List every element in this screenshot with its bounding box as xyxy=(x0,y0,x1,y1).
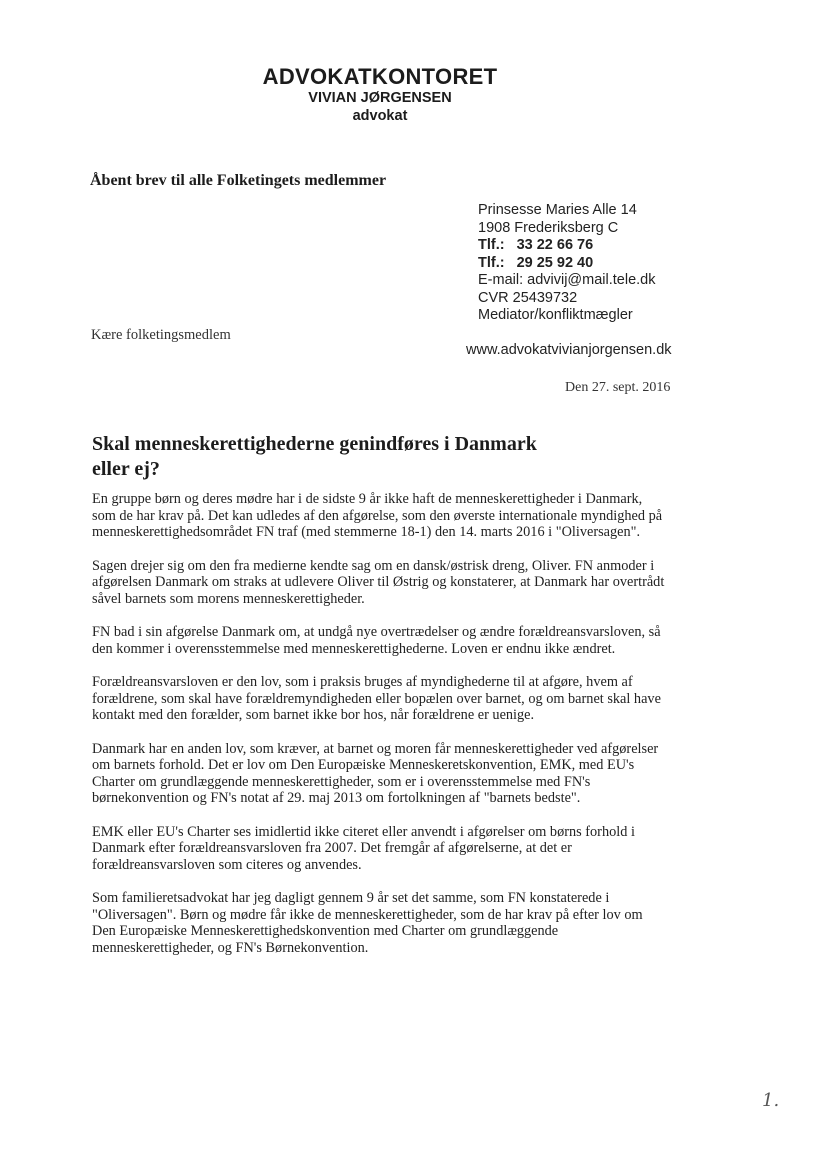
letter-headline xyxy=(92,432,652,482)
letterhead-title: advokat xyxy=(352,108,408,124)
website: www.advokatvivianjorgensen.dk xyxy=(466,342,672,358)
phone-label: Tlf.: xyxy=(478,237,505,253)
paragraph-line: Charter om grundlæggende menneskerettigheder, som er i overensstemmelse med FN's xyxy=(92,773,591,790)
contact-block xyxy=(478,202,656,325)
paragraph-line: børnekonvention og FN's notat af 29. maj 2013 om fortolkningen af "barnets bedste". xyxy=(92,790,581,806)
page-number: 1. xyxy=(762,1090,780,1111)
mediator-role: Mediator/konfliktmægler xyxy=(478,307,633,323)
paragraph-line: afgørelsen Danmark om straks at udlevere Oliver til Østrig og konstaterer, at Danmark har overtrådt xyxy=(92,574,665,590)
cvr-number: CVR 25439732 xyxy=(478,289,578,306)
open-letter-heading: Åbent brev til alle Folketingets medlemmer xyxy=(90,172,387,189)
paragraph-line: Forældreansvarsloven er den lov, som i praksis bruges af myndighederne til at afgøre, hvem af xyxy=(92,674,633,690)
phone-label: Tlf.: xyxy=(478,254,505,271)
paragraph-line: Danmark efter forældreansvarsloven fra 2007. Det fremgår af afgørelserne, at det er xyxy=(92,840,572,856)
paragraph xyxy=(92,824,732,874)
salutation: Kære folketingsmedlem xyxy=(91,327,231,343)
address-city: 1908 Frederiksberg C xyxy=(478,219,619,236)
paragraph-line: som de har krav på. Det kan udledes af den afgørelse, som den øverste internationale myndighed på xyxy=(92,507,663,524)
phone-row-2 xyxy=(478,255,656,273)
letterhead-name: VIVIAN JØRGENSEN xyxy=(308,90,452,106)
paragraph xyxy=(92,624,732,657)
paragraph-line: Den Europæiske Menneskerettighedskonvention med Charter om grundlæggende xyxy=(92,923,559,939)
paragraph-line: om barnets forhold. Det er lov om Den Europæiske Menneskeretskonvention, EMK, med EU's xyxy=(92,757,635,773)
paragraph xyxy=(92,890,732,956)
letter-date: Den 27. sept. 2016 xyxy=(565,380,671,395)
phone-row-1 xyxy=(478,237,656,255)
paragraph-line: Sagen drejer sig om den fra medierne kendte sag om en dansk/østrisk dreng, Oliver. FN anmoder i xyxy=(92,557,655,574)
paragraph-line: Som familieretsadvokat har jeg dagligt gennem 9 år set det samme, som FN konstaterede i xyxy=(92,890,610,906)
paragraph xyxy=(92,558,732,608)
letter-body xyxy=(92,491,732,973)
phone-number: 33 22 66 76 xyxy=(516,237,594,253)
paragraph-line: En gruppe børn og deres mødre har i de sidste 9 år ikke haft de menneskerettigheder i Danmark, xyxy=(92,491,643,507)
paragraph-line: EMK eller EU's Charter ses imidlertid ikke citeret eller anvendt i afgørelser om børns forhold i xyxy=(92,823,635,840)
paragraph-line: menneskerettigheder, og FN's Børnekonvention. xyxy=(92,939,369,956)
phone-number: 29 25 92 40 xyxy=(516,254,594,271)
paragraph-line: "Oliversagen". Børn og mødre får ikke de menneskerettigheder, som de har krav på efter lov om xyxy=(92,906,643,923)
paragraph-line: såvel barnets som morens menneskerettigheder. xyxy=(92,590,365,607)
paragraph-line: forældrene, som skal have forældremyndigheden eller bopælen over barnet, og om barnet skal have xyxy=(92,690,661,707)
paragraph-line: den kommer i overensstemmelse med menneskerettighederne. Loven er endnu ikke ændret. xyxy=(92,640,616,657)
email: E-mail: advivij@mail.tele.dk xyxy=(478,272,656,288)
paragraph-line: menneskerettighedsområdet FN traf (med stemmerne 18-1) den 14. marts 2016 i "Oliversagen". xyxy=(92,524,641,540)
address-street: Prinsesse Maries Alle 14 xyxy=(478,202,637,218)
paragraph xyxy=(92,674,732,724)
paragraph-line: FN bad i sin afgørelse Danmark om, at undgå nye overtrædelser og ændre forældreansvarsloven, så xyxy=(92,624,661,640)
paragraph xyxy=(92,741,732,807)
paragraph xyxy=(92,491,732,541)
paragraph-line: kontakt med den forælder, som barnet ikke bor hos, når forældrene er uenige. xyxy=(92,707,535,723)
letterhead-firm: ADVOKATKONTORET xyxy=(262,64,498,89)
paragraph-line: Danmark har en anden lov, som kræver, at barnet og moren får menneskerettigheder ved afgørelser xyxy=(92,740,659,757)
headline-line: eller ej? xyxy=(92,458,160,480)
paragraph-line: forældreansvarsloven som citeres og anvendes. xyxy=(92,856,362,873)
headline-line: Skal menneskerettighederne genindføres i Danmark xyxy=(92,433,537,455)
